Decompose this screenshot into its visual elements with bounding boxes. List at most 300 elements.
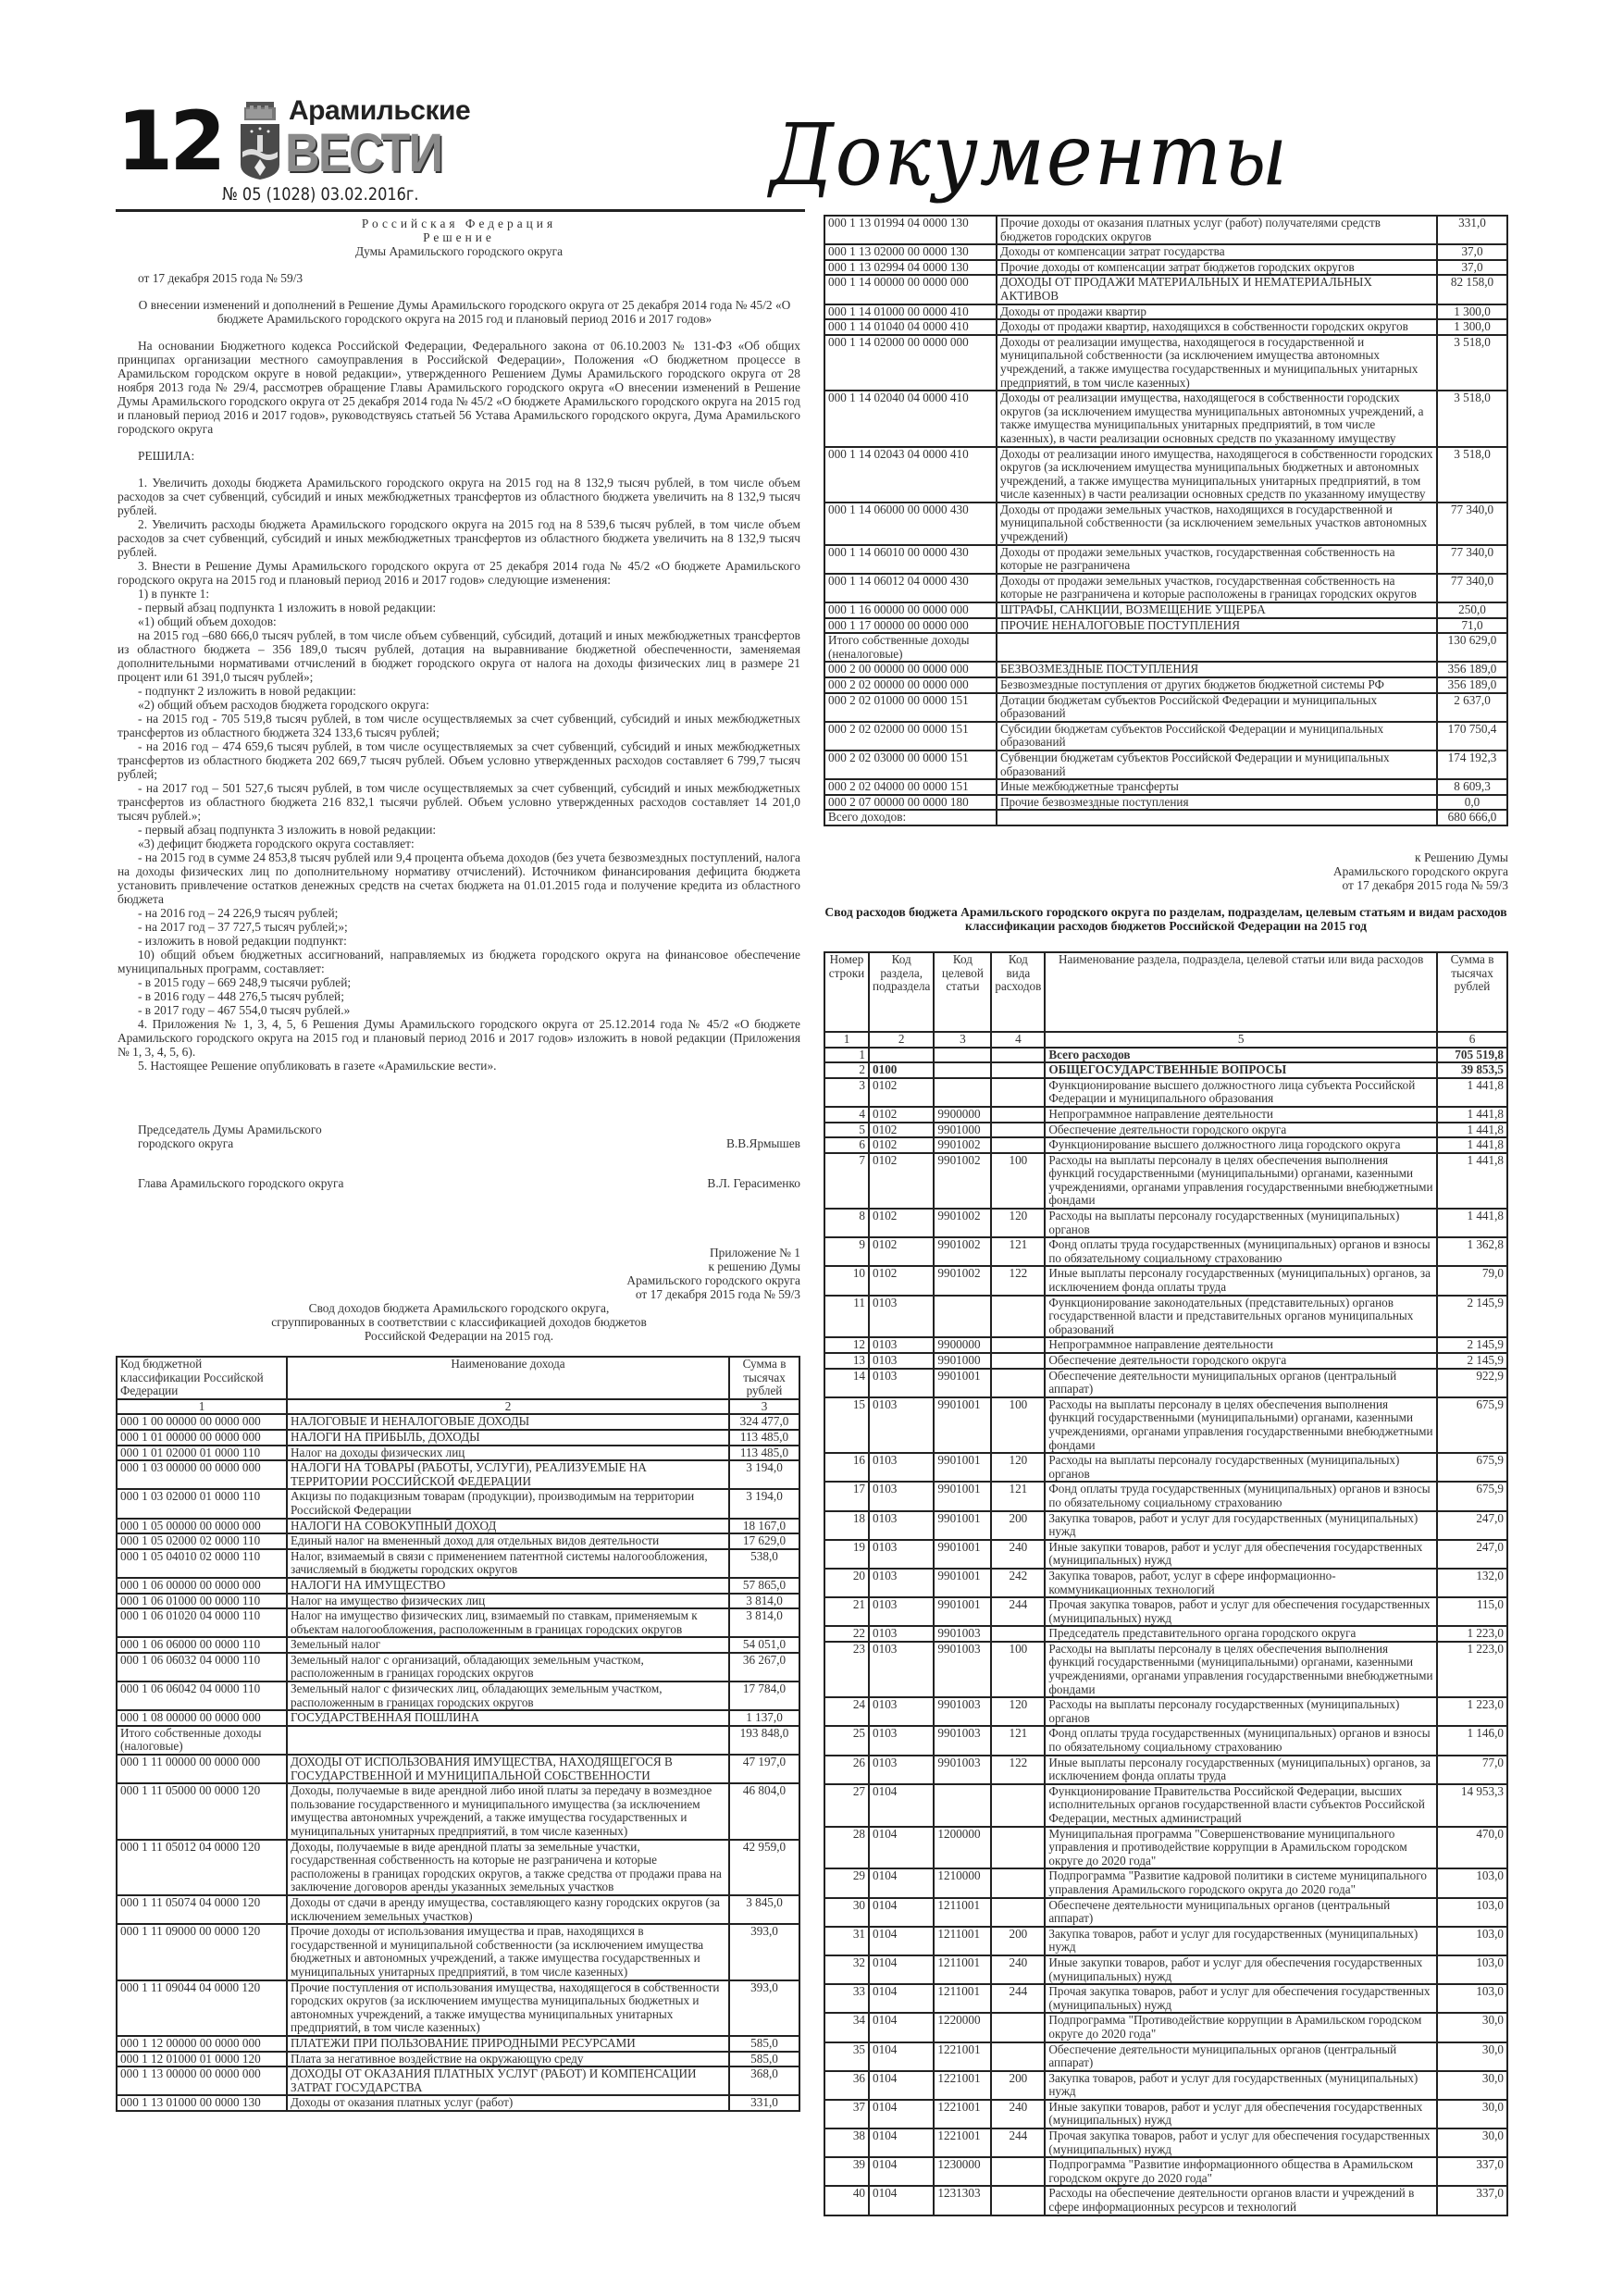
expense-type-code: 200 (991, 2071, 1045, 2100)
column-number: 1 (117, 1399, 287, 1415)
income-amount: 585,0 (729, 2036, 799, 2052)
row-number: 18 (824, 1511, 869, 1540)
annex-title: сгруппированных в соответствии с классификацией доходов бюджетов (271, 1315, 647, 1329)
target-code: 9901002 (934, 1237, 991, 1266)
income-name: Доходы от реализации иного имущества, находящегося в собственности городских округов (за исключением имущества муниципальных бюджетных и автономных учреждений, а также имущества муниципальных унитарных предприятий, в том числе казенных) в части реализации основных средств по указанному имуществу (997, 447, 1437, 503)
income-code: 000 2 02 04000 00 0000 151 (824, 779, 997, 795)
decision-paragraph: 1) в пункте 1: (138, 587, 210, 601)
annex-line: от 17 декабря 2015 года № 59/3 (635, 1287, 800, 1301)
income-code: 000 1 06 01000 00 0000 110 (117, 1594, 287, 1609)
section-code: 0103 (869, 1369, 934, 1397)
section-code: 0102 (869, 1209, 934, 1237)
income-name: Налог на имущество физических лиц, взимаемый по ставкам, применяемым к объектам налогообложения, расположенным в границах городских округов (287, 1608, 729, 1637)
income-amount: 3 518,0 (1437, 335, 1507, 391)
row-number: 6 (824, 1137, 869, 1153)
table-row (824, 244, 1507, 260)
expense-type-code (991, 1078, 1045, 1107)
table-row (824, 1642, 1507, 1697)
section-code: 0100 (869, 1062, 934, 1078)
income-code: 000 1 14 06012 04 0000 430 (824, 574, 997, 602)
income-amount: 46 804,0 (729, 1783, 799, 1839)
target-code (934, 1048, 991, 1063)
income-name: Доходы от оказания платных услуг (работ) (287, 2095, 729, 2111)
decision-paragraph: - первый абзац подпункта 1 изложить в новой редакции: (138, 601, 437, 614)
table-header-row (117, 1357, 799, 1399)
income-amount: 368,0 (729, 2066, 799, 2095)
section-code: 0104 (869, 1784, 934, 1827)
table-row (824, 1048, 1507, 1063)
income-name: НАЛОГИ НА СОВОКУПНЫЙ ДОХОД (287, 1519, 729, 1534)
income-name: Доходы от реализации имущества, находящегося в государственной и муниципальной собственности (за исключением имущества автономных учреждений, а также имущества государственных и муниципальных унитарных предприятий, в том числе казенных) (997, 335, 1437, 391)
decision-paragraph: - на 2016 год – 474 659,6 тысяч рублей, в том числе осуществляемых за счет субвенций, субсидий и иных межбюджетных трансфертов из областного бюджета 202 669,7 тысяч рублей. Объем условно утвержденных расходов составляет 6 799,7 тысяч рублей; (118, 739, 800, 781)
table-row (824, 662, 1507, 677)
income-code: 000 2 07 00000 00 0000 180 (824, 795, 997, 811)
expense-amount: 103,0 (1437, 1898, 1507, 1927)
income-code: 000 1 06 01020 04 0000 110 (117, 1608, 287, 1637)
expense-amount: 103,0 (1437, 1955, 1507, 1984)
income-amount: 77 340,0 (1437, 545, 1507, 574)
section-code: 0103 (869, 1353, 934, 1369)
section-code: 0103 (869, 1397, 934, 1453)
income-code: 000 1 14 01000 00 0000 410 (824, 304, 997, 320)
annex-line: к Решению Думы (1415, 850, 1508, 864)
table-row (117, 1755, 799, 1783)
target-code: 9901002 (934, 1137, 991, 1153)
income-code: 000 1 14 01040 04 0000 410 (824, 319, 997, 335)
row-number: 29 (824, 1868, 869, 1897)
income-amount: 3 845,0 (729, 1895, 799, 1924)
income-name: Прочие доходы от использования имущества и прав, находящихся в государственной и муниципальной собственности (за исключением имущества бюджетных и автономных учреждений, а также имущества государственных и муниципальных унитарных предприятий, в том числе казенных) (287, 1924, 729, 1980)
section-code: 0102 (869, 1266, 934, 1295)
table-row (824, 574, 1507, 602)
table-row (117, 1533, 799, 1549)
row-number: 40 (824, 2186, 869, 2215)
section-code: 0104 (869, 1927, 934, 1955)
section-code: 0103 (869, 1626, 934, 1642)
table-row (117, 2052, 799, 2067)
income-code: 000 1 03 02000 01 0000 110 (117, 1489, 287, 1518)
expense-name: Функционирование Правительства Российской Федерации, высших исполнительных органов государственной власти субъектов Российской Федерации, местных администраций (1045, 1784, 1437, 1827)
income-amount: 393,0 (729, 1924, 799, 1980)
income-name: Земельный налог с физических лиц, обладающих земельным участком, расположенным в границах городских округов (287, 1682, 729, 1710)
table-row (824, 1237, 1507, 1266)
table-row (117, 1682, 799, 1710)
right-column (824, 215, 1508, 2216)
expense-amount: 132,0 (1437, 1569, 1507, 1597)
income-code: 000 1 05 04010 02 0000 110 (117, 1549, 287, 1578)
expenses-table (824, 951, 1508, 2216)
income-amount: 585,0 (729, 2052, 799, 2067)
annex-line: к решению Думы (708, 1260, 800, 1273)
section-code: 0104 (869, 2071, 934, 2100)
table-row (824, 1209, 1507, 1237)
column-header: Код раздела, подраздела (869, 952, 934, 1032)
income-code: 000 1 11 05012 04 0000 120 (117, 1840, 287, 1895)
row-number: 28 (824, 1827, 869, 1869)
section-code: 0104 (869, 2186, 934, 2215)
income-amount: 3 518,0 (1437, 391, 1507, 446)
decision-resolved: РЕШИЛА: (138, 449, 195, 463)
expense-name: Непрограммное направление деятельности (1045, 1107, 1437, 1123)
expense-amount: 2 145,9 (1437, 1296, 1507, 1338)
income-code: 000 1 01 00000 00 0000 000 (117, 1430, 287, 1446)
column-header: Сумма в тысячах рублей (1437, 952, 1507, 1032)
target-code: 9901002 (934, 1153, 991, 1209)
section-code: 0104 (869, 2042, 934, 2071)
income-amount: 77 340,0 (1437, 574, 1507, 602)
table-row (117, 1594, 799, 1609)
row-number: 38 (824, 2128, 869, 2157)
column-number: 3 (729, 1399, 799, 1415)
expense-amount: 79,0 (1437, 1266, 1507, 1295)
section-code: 0104 (869, 2100, 934, 2128)
income-amount: 3 194,0 (729, 1460, 799, 1489)
expense-type-code (991, 1123, 1045, 1138)
table-row (824, 751, 1507, 779)
expense-type-code: 240 (991, 1955, 1045, 1984)
expense-amount: 675,9 (1437, 1482, 1507, 1510)
column-header: Сумма в тысячах рублей (729, 1357, 799, 1399)
income-amount: 113 485,0 (729, 1430, 799, 1446)
income-name: Прочие доходы от компенсации затрат бюджетов городских округов (997, 260, 1437, 276)
income-name: ГОСУДАРСТВЕННАЯ ПОШЛИНА (287, 1710, 729, 1726)
target-code: 1231303 (934, 2186, 991, 2215)
row-number: 16 (824, 1453, 869, 1482)
income-name: ДОХОДЫ ОТ ИСПОЛЬЗОВАНИЯ ИМУЩЕСТВА, НАХОДЯЩЕГОСЯ В ГОСУДАРСТВЕННОЙ И МУНИЦИПАЛЬНОЙ СОБСТВЕННОСТИ (287, 1755, 729, 1783)
income-name: ДОХОДЫ ОТ ПРОДАЖИ МАТЕРИАЛЬНЫХ И НЕМАТЕРИАЛЬНЫХ АКТИВОВ (997, 275, 1437, 304)
expenses-title: Свод расходов бюджета Арамильского городского округа по разделам, подразделам, целевым статьям и видам расходов классификации расходов бюджетов Российской Федерации на 2015 год (824, 904, 1507, 933)
table-row (824, 1756, 1507, 1784)
table-row (117, 1489, 799, 1518)
expense-type-code: 100 (991, 1642, 1045, 1697)
expense-name: Функционирование высшего должностного лица субъекта Российской Федерации и муниципального образования (1045, 1078, 1437, 1107)
table-row (824, 1107, 1507, 1123)
expense-amount: 30,0 (1437, 2071, 1507, 2100)
table-row (117, 1726, 799, 1755)
income-code: 000 1 13 01994 04 0000 130 (824, 216, 997, 244)
income-code: Итого собственные доходы (неналоговые) (824, 633, 997, 662)
income-name: Доходы от продажи земельных участков, государственная собственность на которые не разграничена (997, 545, 1437, 574)
row-number: 10 (824, 1266, 869, 1295)
signature-head (118, 1176, 800, 1190)
target-code: 1221001 (934, 2042, 991, 2071)
income-amount: 1 300,0 (1437, 304, 1507, 320)
decision-paragraph: - в 2015 году – 669 248,9 тысячи рублей; (138, 975, 352, 989)
income-amount: 57 865,0 (729, 1578, 799, 1594)
target-code: 9901001 (934, 1597, 991, 1626)
decision-paragraph: «2) общий объем расходов бюджета городского округа: (138, 698, 429, 712)
expense-name: Закупка товаров, работ и услуг для государственных (муниципальных) нужд (1045, 2071, 1437, 2100)
expense-amount: 1 362,8 (1437, 1237, 1507, 1266)
decision-date: от 17 декабря 2015 года № 59/3 (138, 271, 304, 285)
table-row (824, 2128, 1507, 2157)
expense-name: Расходы на выплаты персоналу в целях обеспечения выполнения функций государственными (муниципальными) органами, казенными учреждениями, органами управления государственными внебюджетными фондами (1045, 1153, 1437, 1209)
section-code: 0104 (869, 2157, 934, 2186)
expense-amount: 14 953,3 (1437, 1784, 1507, 1827)
target-code: 9901003 (934, 1726, 991, 1755)
expense-amount: 103,0 (1437, 1868, 1507, 1897)
income-code: Итого собственные доходы (налоговые) (117, 1726, 287, 1755)
expense-name: Обеспечение деятельности муниципальных органов (центральный аппарат) (1045, 1369, 1437, 1397)
decision-paragraph: 10) общий объем бюджетных ассигнований, направляемых из бюджета городского округа на финансовое обеспечение муниципальных программ, составляет: (118, 948, 800, 975)
issue-number: № 05 (1028) 03.02.2016г. (222, 184, 419, 205)
income-name: НАЛОГИ НА ПРИБЫЛЬ, ДОХОДЫ (287, 1430, 729, 1446)
income-amount: 331,0 (729, 2095, 799, 2111)
table-row (824, 722, 1507, 751)
income-amount: 47 197,0 (729, 1755, 799, 1783)
section-code: 0102 (869, 1153, 934, 1209)
expense-name: Закупка товаров, работ, услуг в сфере информационно-коммуникационных технологий (1045, 1569, 1437, 1597)
expense-type-code: 120 (991, 1209, 1045, 1237)
income-name: Доходы, получаемые в виде арендной платы за земельные участки, государственная собственность на которые не разграничена и которые расположены в границах городских округов, а также средства от продажи права на заключение договоров аренды указанных земельных участков (287, 1840, 729, 1895)
expense-amount: 705 519,8 (1437, 1048, 1507, 1063)
expense-type-code (991, 1353, 1045, 1369)
column-header: Код вида расходов (991, 952, 1045, 1032)
income-code: 000 1 11 09000 00 0000 120 (117, 1924, 287, 1980)
expense-type-code (991, 2186, 1045, 2215)
expense-name: Подпрограмма "Развитие кадровой политики в системе муниципального управления Арамильского городского округа до 2020 года" (1045, 1868, 1437, 1897)
table-row (824, 618, 1507, 634)
expense-name: Обеспечение деятельности городского округа (1045, 1123, 1437, 1138)
decision-country: Российская Федерация (361, 217, 557, 230)
table-row (824, 545, 1507, 574)
table-row (824, 1062, 1507, 1078)
section-code: 0102 (869, 1123, 934, 1138)
expense-name: Муниципальная программа "Совершенствование муниципального управления и противодействие коррупции в Арамильском городском округе до 2020 года" (1045, 1827, 1437, 1869)
signature-title: Председатель Думы Арамильского (138, 1123, 322, 1136)
expense-amount: 247,0 (1437, 1511, 1507, 1540)
expense-type-code: 122 (991, 1756, 1045, 1784)
decision-title: О внесении изменений и дополнений в Решение Думы Арамильского городского округа от 25 декабря 2014 года № 45/2 «О бюджете Арамильского городского округа на 2015 год и плановый период 2016 и 2017 годов» (138, 298, 791, 326)
income-code: 000 1 13 02994 04 0000 130 (824, 260, 997, 276)
table-row (824, 275, 1507, 304)
expense-name: Иные закупки товаров, работ и услуг для обеспечения государственных (муниципальных) нужд (1045, 1540, 1437, 1569)
section-title: Документы (770, 105, 1290, 205)
expense-type-code: 240 (991, 1540, 1045, 1569)
target-code: 9901001 (934, 1569, 991, 1597)
column-number: 4 (991, 1032, 1045, 1048)
table-row (117, 1414, 799, 1430)
income-amount: 37,0 (1437, 260, 1507, 276)
income-name: Доходы от компенсации затрат государства (997, 244, 1437, 260)
income-amount: 71,0 (1437, 618, 1507, 634)
income-amount: 356 189,0 (1437, 677, 1507, 693)
target-code (934, 1078, 991, 1107)
income-name: Доходы от продажи земельных участков, государственная собственность на которые не разграничена и которые расположены в границах городских округов (997, 574, 1437, 602)
decision-paragraph: - изложить в новой редакции подпункт: (138, 934, 347, 948)
expense-type-code: 122 (991, 1266, 1045, 1295)
expense-amount: 675,9 (1437, 1397, 1507, 1453)
expense-type-code (991, 1337, 1045, 1353)
table-row (824, 1827, 1507, 1869)
row-number: 36 (824, 2071, 869, 2100)
expense-name: Прочая закупка товаров, работ и услуг для обеспечения государственных (муниципальных) нужд (1045, 1597, 1437, 1626)
expense-amount: 337,0 (1437, 2157, 1507, 2186)
income-code: 000 1 01 02000 01 0000 110 (117, 1446, 287, 1461)
section-code: 0103 (869, 1597, 934, 1626)
section-code: 0103 (869, 1337, 934, 1353)
target-code: 9901002 (934, 1209, 991, 1237)
expense-name: Закупка товаров, работ и услуг для государственных (муниципальных) нужд (1045, 1511, 1437, 1540)
expense-type-code (991, 1062, 1045, 1078)
expense-amount: 1 441,8 (1437, 1209, 1507, 1237)
expense-type-code: 100 (991, 1397, 1045, 1453)
income-amount: 250,0 (1437, 602, 1507, 618)
row-number: 12 (824, 1337, 869, 1353)
expense-type-code (991, 1626, 1045, 1642)
income-name: Доходы от продажи земельных участков, находящихся в государственной и муниципальной собственности (за исключением земельных участков автономных учреждений) (997, 503, 1437, 545)
income-amount: 0,0 (1437, 795, 1507, 811)
income-table-continued (824, 215, 1508, 826)
expense-name: Расходы на обеспечение деятельности органов власти и учреждений в сфере информационных ресурсов и технологий (1045, 2186, 1437, 2215)
expense-name: Обеспечение деятельности городского округа (1045, 1353, 1437, 1369)
income-amount: 1 300,0 (1437, 319, 1507, 335)
row-number: 15 (824, 1397, 869, 1453)
income-code: 000 2 02 01000 00 0000 151 (824, 693, 997, 722)
expense-amount: 470,0 (1437, 1827, 1507, 1869)
table-row (824, 1123, 1507, 1138)
expense-amount: 1 441,8 (1437, 1123, 1507, 1138)
income-amount: 8 609,3 (1437, 779, 1507, 795)
income-code: 000 1 06 06000 00 0000 110 (117, 1637, 287, 1653)
decision-paragraph: 4. Приложения № 1, 3, 4, 5, 6 Решения Думы Арамильского городского округа от 25.12.2014 года № 45/2 «О бюджете Арамильского городского округа на 2015 год и плановый период 2016 и 2017 годов» изложить в новой редакции (Приложения № 1, 3, 4, 5, 6). (118, 1017, 800, 1059)
expense-amount: 30,0 (1437, 2042, 1507, 2071)
decision-paragraph: 3. Внести в Решение Думы Арамильского городского округа от 25 декабря 2014 года № 45/2 «О бюджете Арамильского городского округа на 2015 год и плановый период 2016 и 2017 годов» следующие изменения: (118, 559, 800, 587)
row-number: 17 (824, 1482, 869, 1510)
income-code: 000 1 14 06000 00 0000 430 (824, 503, 997, 545)
income-amount: 2 637,0 (1437, 693, 1507, 722)
row-number: 25 (824, 1726, 869, 1755)
table-row (824, 1153, 1507, 1209)
income-name: Налог на имущество физических лиц (287, 1594, 729, 1609)
table-row (824, 1137, 1507, 1153)
expense-type-code (991, 1868, 1045, 1897)
income-name (287, 1726, 729, 1755)
income-code: 000 1 11 05000 00 0000 120 (117, 1783, 287, 1839)
expense-name: Расходы на выплаты персоналу государственных (муниципальных) органов (1045, 1697, 1437, 1726)
column-number: 2 (869, 1032, 934, 1048)
income-name: Доходы от продажи квартир (997, 304, 1437, 320)
table-row (824, 503, 1507, 545)
section-code (869, 1048, 934, 1063)
expense-amount: 1 441,8 (1437, 1153, 1507, 1209)
target-code: 9901001 (934, 1482, 991, 1510)
income-amount: 82 158,0 (1437, 275, 1507, 304)
table-row (117, 1608, 799, 1637)
expense-type-code: 200 (991, 1511, 1045, 1540)
row-number: 11 (824, 1296, 869, 1338)
row-number: 14 (824, 1369, 869, 1397)
income-name: Прочие поступления от использования имущества, находящегося в собственности городских округов (за исключением имущества муниципальных бюджетных и автономных учреждений, а также имущества муниципальных унитарных предприятий, в том числе казенных) (287, 1980, 729, 2036)
income-amount: 36 267,0 (729, 1653, 799, 1682)
annex-title: Свод доходов бюджета Арамильского городского округа, (308, 1301, 610, 1315)
income-amount: 3 194,0 (729, 1489, 799, 1518)
table-row (117, 1578, 799, 1594)
expense-amount: 247,0 (1437, 1540, 1507, 1569)
table-row (117, 1840, 799, 1895)
target-code: 9901003 (934, 1626, 991, 1642)
section-code: 0102 (869, 1137, 934, 1153)
table-row (117, 2036, 799, 2052)
annex-expenses-header (833, 850, 1508, 892)
decision-paragraphs (118, 476, 800, 1073)
table-row (824, 1697, 1507, 1726)
table-row (824, 1337, 1507, 1353)
expense-name: Расходы на выплаты персоналу в целях обеспечения выполнения функций государственными (муниципальными) органами, казенными учреждениями, органами управления государственными внебюджетными фондами (1045, 1397, 1437, 1453)
column-header: Наименование дохода (287, 1357, 729, 1399)
annex1-header (118, 1246, 800, 1343)
income-name: Доходы от реализации имущества, находящегося в собственности городских округов (за исключением имущества муниципальных автономных учреждений, а также имущества муниципальных унитарных предприятий, в том числе казенных), в части реализации основных средств по указанному имуществу (997, 391, 1437, 446)
expense-type-code: 244 (991, 1984, 1045, 2013)
target-code: 9901000 (934, 1123, 991, 1138)
table-row (824, 447, 1507, 503)
table-row (824, 1540, 1507, 1569)
section-code: 0103 (869, 1697, 934, 1726)
expense-type-code: 242 (991, 1569, 1045, 1597)
target-code: 9900000 (934, 1337, 991, 1353)
income-code: 000 1 14 02043 04 0000 410 (824, 447, 997, 503)
income-code: 000 1 12 01000 01 0000 120 (117, 2052, 287, 2067)
row-number: 30 (824, 1898, 869, 1927)
column-number: 3 (934, 1032, 991, 1048)
section-code: 0104 (869, 2128, 934, 2157)
annex-line: от 17 декабря 2015 года № 59/3 (1342, 877, 1508, 892)
expense-amount: 2 145,9 (1437, 1353, 1507, 1369)
section-code: 0104 (869, 1868, 934, 1897)
expense-name: Непрограммное направление деятельности (1045, 1337, 1437, 1353)
target-code (934, 1296, 991, 1338)
row-number: 26 (824, 1756, 869, 1784)
expense-type-code (991, 2157, 1045, 2186)
target-code: 9901000 (934, 1353, 991, 1369)
income-code: 000 1 13 02000 00 0000 130 (824, 244, 997, 260)
section-code: 0103 (869, 1511, 934, 1540)
decision-paragraph: на 2015 год –680 666,0 тысяч рублей, в том числе объем субвенций, субсидий, дотаций и иных межбюджетных трансфертов из областного бюджета – 356 189,0 тысяч рублей, дотация на выравнивание бюджетной обеспеченности, заменяемая дополнительными нормативами отчислений в бюджет городского округа от налога на доходы физических лиц в размере 21 процент или 61 391,0 тысяч рублей»; (118, 628, 800, 684)
table-row (824, 1626, 1507, 1642)
decision-paragraph: «3) дефицит бюджета городского округа составляет: (138, 837, 415, 850)
income-name: НАЛОГОВЫЕ И НЕНАЛОГОВЫЕ ДОХОДЫ (287, 1414, 729, 1430)
row-number: 23 (824, 1642, 869, 1697)
signature-chairman (118, 1123, 800, 1150)
income-code: 000 1 05 00000 00 0000 000 (117, 1519, 287, 1534)
income-amount: 3 518,0 (1437, 447, 1507, 503)
table-row (824, 1955, 1507, 1984)
annex-line: Арамильского городского округа (626, 1273, 800, 1287)
expense-name: Функционирование высшего должностного лица городского округа (1045, 1137, 1437, 1153)
table-row (824, 304, 1507, 320)
expense-name: Иные закупки товаров, работ и услуг для обеспечения государственных (муниципальных) нужд (1045, 1955, 1437, 1984)
table-row (824, 693, 1507, 722)
income-amount: 113 485,0 (729, 1446, 799, 1461)
target-code: 1221001 (934, 2128, 991, 2157)
table-row (824, 2157, 1507, 2186)
annex-title: Российской Федерации на 2015 год. (364, 1329, 554, 1343)
expense-name: Иные выплаты персоналу государственных (муниципальных) органов, за исключением фонда оплаты труда (1045, 1756, 1437, 1784)
decision-paragraph: - на 2016 год – 24 226,9 тысяч рублей; (138, 906, 339, 920)
section-code: 0104 (869, 1955, 934, 1984)
section-code: 0104 (869, 1827, 934, 1869)
expense-type-code: 100 (991, 1153, 1045, 1209)
income-amount: 193 848,0 (729, 1726, 799, 1755)
expense-name: Иные выплаты персоналу государственных (муниципальных) органов, за исключением фонда оплаты труда (1045, 1266, 1437, 1295)
income-name: Налог, взимаемый в связи с применением патентной системы налогообложения, зачисляемый в бюджеты городских округов (287, 1549, 729, 1578)
income-amount: 393,0 (729, 1980, 799, 2036)
column-number: 5 (1045, 1032, 1437, 1048)
income-code: 000 1 08 00000 00 0000 000 (117, 1710, 287, 1726)
signature-name: В.В.Ярмышев (725, 1136, 800, 1150)
table-row (824, 335, 1507, 391)
expense-type-code: 121 (991, 1482, 1045, 1510)
